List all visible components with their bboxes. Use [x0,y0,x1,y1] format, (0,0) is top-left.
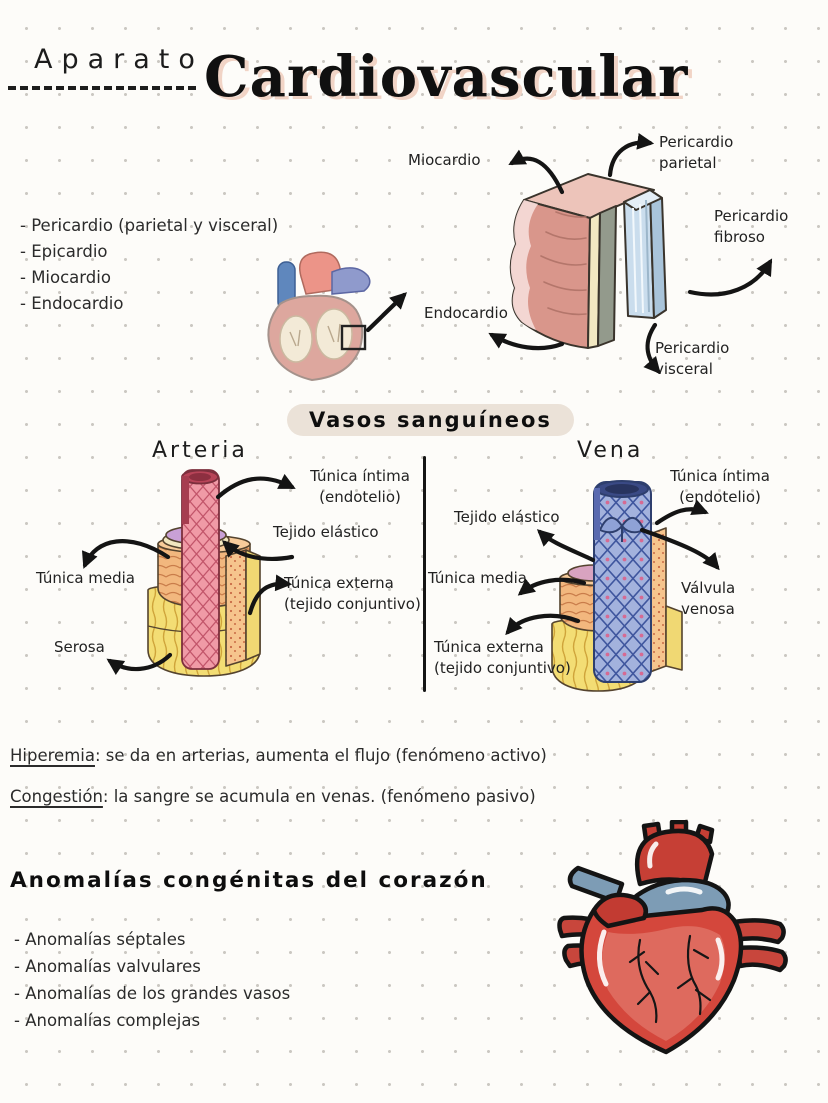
definition-congestion [10,787,536,806]
vessels-heading: Vasos sanguíneos [287,404,574,436]
label-artery-tejido-elastico: Tejido elástico [273,523,379,541]
label-artery-tunica-externa: Túnica externa (tejido conjuntivo) [284,574,421,613]
definition-hiperemia [10,746,547,765]
definition-text: : la sangre se acumula en venas. (fenómeno pasivo) [102,787,536,806]
label-pericardio-visceral: Pericardio visceral [655,339,730,378]
list-item: - Endocardio [20,294,124,313]
definition-term: Hiperemia [10,746,95,765]
artery-title: Arteria [152,438,248,463]
label-vein-tunica-intima: Túnica íntima (endotelio) [670,467,770,506]
label-pericardio-parietal: Pericardio parietal [659,133,734,172]
label-artery-tunica-media: Túnica media [36,569,135,587]
page-kicker: Aparato [34,44,204,75]
anomalies-heading: Anomalías congénitas del corazón [10,868,488,893]
vessels-heading-wrap [287,408,574,432]
list-item: - Anomalías séptales [14,930,186,949]
list-item: - Anomalías complejas [14,1011,201,1030]
dashed-underline [8,86,196,90]
list-item: - Anomalías de los grandes vasos [14,984,291,1003]
label-pericardio-fibroso: Pericardio fibroso [714,207,789,246]
list-item: - Miocardio [20,268,111,287]
heart-wall-layers-illustration [486,160,711,360]
list-item: - Anomalías valvulares [14,957,201,976]
heart-illustration [548,820,798,1065]
label-artery-serosa: Serosa [54,638,105,656]
page-title: Cardiovascular [204,44,689,110]
list-item: - Pericardio (parietal y visceral) [20,216,279,235]
label-miocardio: Miocardio [408,151,481,169]
label-endocardio: Endocardio [424,304,508,322]
label-vein-tejido-elastico: Tejido elástico [454,508,560,526]
definition-text: : se da en arterias, aumenta el flujo (fenómeno activo) [94,746,547,765]
heart-cross-section-illustration [250,246,390,386]
definition-term: Congestión [10,787,103,806]
vein-title: Vena [577,438,644,463]
label-artery-tunica-intima: Túnica íntima (endotelio) [310,467,410,506]
artery-illustration [138,464,270,686]
label-vein-valvula-venosa: Válvula venosa [681,579,736,618]
label-vein-tunica-media: Túnica media [428,569,527,587]
label-vein-tunica-externa: Túnica externa (tejido conjuntivo) [434,638,571,677]
anomalies-list [14,926,394,1034]
list-item: - Epicardio [20,242,108,261]
